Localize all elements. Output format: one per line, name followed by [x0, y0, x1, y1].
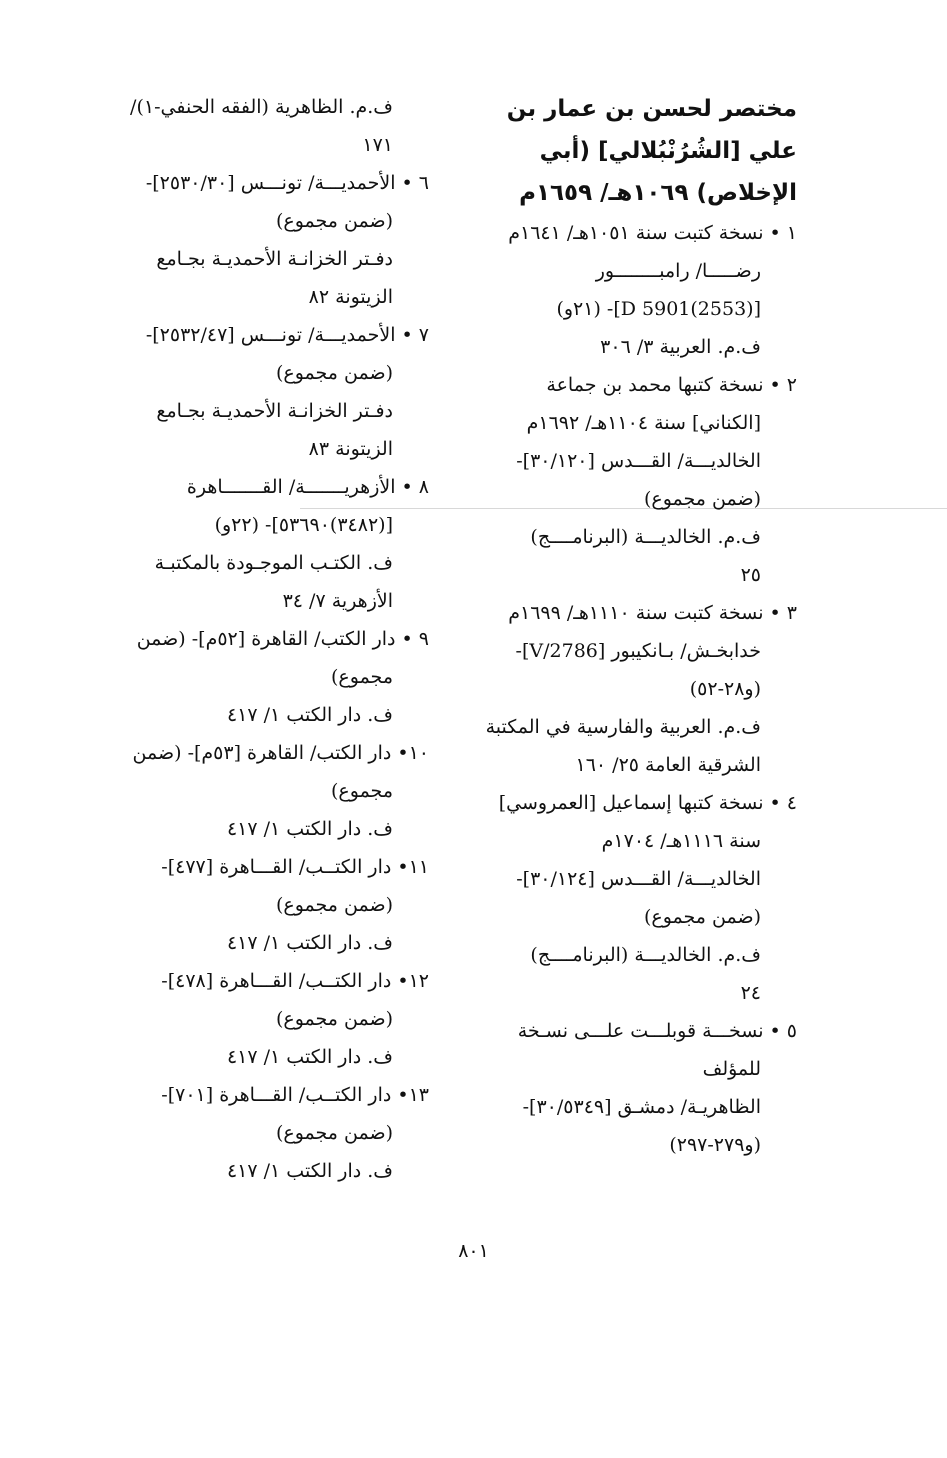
entry-first-line: ٢ • نسخة كتبها محمد بن جماعة [546, 374, 797, 396]
entry-first-line: ١ • نسخة كتبت سنة ١٠٥١هـ/ ١٦٤١م [508, 222, 797, 244]
entry-line: (ضمن مجموع) [643, 488, 761, 510]
entry-line: ف.م. العربية والفارسية في المكتبة [485, 716, 761, 738]
entry-first-line: ٩ • دار الكتب/ القاهرة [٥٢م]- (ضمن [136, 628, 429, 650]
entry-first-line: ٦ • الأحمديـــة/ تونـــس [٢٥٣٠/٣٠]- [145, 172, 429, 194]
manuscript-entry [479, 366, 797, 594]
entry-line: ف. دار الكتب ١/ ٤١٧ [226, 932, 393, 954]
entry-line: الزيتونة ٨٢ [308, 286, 393, 308]
entry-line: ٢٥ [740, 564, 761, 586]
manuscript-entry [99, 164, 429, 316]
entry-line: الظاهريـة/ دمشـق [٣٠/٥٣٤٩]- [522, 1096, 761, 1118]
manuscript-entry [479, 594, 797, 784]
entry-line: (ضمن مجموع) [275, 894, 393, 916]
entry-first-line: ٣ • نسخة كتبت سنة ١١١٠هـ/ ١٦٩٩م [508, 602, 797, 624]
entry-line: [D 5901(2553)]- (٢١و) [556, 298, 761, 320]
left-entry-list [99, 88, 429, 1190]
entry-line: (و٢٨-٥٢) [689, 678, 761, 700]
entry-first-line: ٤ • نسخة كتبها إسماعيل [العمروسي] [498, 792, 797, 814]
entry-first-line: ١٠• دار الكتب/ القاهرة [٥٣م]- (ضمن [132, 742, 429, 764]
entry-first-line: ٧ • الأحمديـــة/ تونـــس [٢٥٣٢/٤٧]- [145, 324, 429, 346]
entry-line: (ضمن مجموع) [643, 906, 761, 928]
entry-line: (و٢٧٩-٢٩٧) [669, 1134, 761, 1156]
manuscript-entry [99, 734, 429, 848]
entry-line: الخالديـــة/ القـــدس [٣٠/١٢٠]- [516, 450, 761, 472]
entry-line: الزيتونة ٨٣ [308, 438, 393, 460]
entry-line: للمؤلف [702, 1058, 761, 1080]
manuscript-entry [99, 848, 429, 962]
entry-first-line: ف.م. الظاهرية (الفقه الحنفي-١)/ [130, 96, 393, 118]
entry-line: ف. دار الكتب ١/ ٤١٧ [226, 1046, 393, 1068]
manuscript-entry [479, 214, 797, 366]
title-line: الإخلاص) ١٠٦٩هـ/ ١٦٥٩م [519, 180, 797, 206]
entry-first-line: ٨ • الأزهريـــــــة/ القـــــــاهرة [186, 476, 429, 498]
entry-line: ١٧١ [362, 134, 393, 156]
manuscript-entry [99, 962, 429, 1076]
manuscript-entry [99, 88, 429, 164]
entry-line: [(٣٤٨٢)٥٣٦٩٠]- (٢٢و) [214, 514, 393, 536]
entry-first-line: ٥ • نسخـــة قوبلـــت علـــى نسـخة [517, 1020, 797, 1042]
entry-line: ٢٤ [740, 982, 761, 1004]
entry-line: الخالديـــة/ القـــدس [٣٠/١٢٤]- [516, 868, 761, 890]
entry-line: رضـــــا/ رامبــــــــور [595, 260, 761, 282]
entry-line: الأزهرية ٧/ ٣٤ [282, 590, 393, 612]
manuscript-entry [99, 1076, 429, 1190]
entry-line: خدابخـش/ بـانكيبور [2786/V]- [515, 640, 761, 662]
right-column [479, 88, 797, 1164]
entry-line: (ضمن مجموع) [275, 1122, 393, 1144]
entry-line: ف. دار الكتب ١/ ٤١٧ [226, 704, 393, 726]
entry-line: ف. دار الكتب ١/ ٤١٧ [226, 818, 393, 840]
entry-first-line: ١٣• دار الكتــب/ القـــاهرة [٧٠١]- [161, 1084, 429, 1106]
left-column [99, 88, 429, 1190]
entry-line: ف. الكتـب الموجـودة بالمكتبـة [154, 552, 393, 574]
entry-line: ف.م. العربية ٣/ ٣٠٦ [600, 336, 761, 358]
entry-line: (ضمن مجموع) [275, 210, 393, 232]
entry-line: سنة ١١١٦هـ/ ١٧٠٤م [601, 830, 761, 852]
entry-line: دفـتر الخزانـة الأحمديـة بجـامع [156, 248, 393, 270]
manuscript-entry [99, 316, 429, 468]
entry-first-line: ١٢• دار الكتــب/ القـــاهرة [٤٧٨]- [161, 970, 429, 992]
title-line: علي [الشُرُنْبُلالي] (أبي [539, 138, 797, 164]
manuscript-entry [99, 620, 429, 734]
entry-title [479, 88, 797, 214]
manuscript-entry [479, 784, 797, 1012]
entry-line: (ضمن مجموع) [275, 1008, 393, 1030]
entry-line: ف.م. الخالديـــة (البرنامــــج) [530, 526, 761, 548]
entry-line: مجموع) [331, 666, 393, 688]
page-number: ٨٠١ [458, 1240, 489, 1262]
entry-line: مجموع) [331, 780, 393, 802]
entry-line: دفـتر الخزانـة الأحمديـة بجـامع [156, 400, 393, 422]
title-line: مختصر لحسن بن عمار بن [506, 96, 797, 122]
right-entry-list [479, 214, 797, 1164]
entry-line: (ضمن مجموع) [275, 362, 393, 384]
entry-line: ف.م. الخالديـــة (البرنامــــج) [530, 944, 761, 966]
manuscript-entry [99, 468, 429, 620]
entry-line: [الكناني] سنة ١١٠٤هـ/ ١٦٩٢م [526, 412, 761, 434]
manuscript-entry [479, 1012, 797, 1164]
entry-line: الشرقية العامة ٢٥/ ١٦٠ [575, 754, 761, 776]
entry-first-line: ١١• دار الكتــب/ القـــاهرة [٤٧٧]- [161, 856, 429, 878]
entry-line: ف. دار الكتب ١/ ٤١٧ [226, 1160, 393, 1182]
